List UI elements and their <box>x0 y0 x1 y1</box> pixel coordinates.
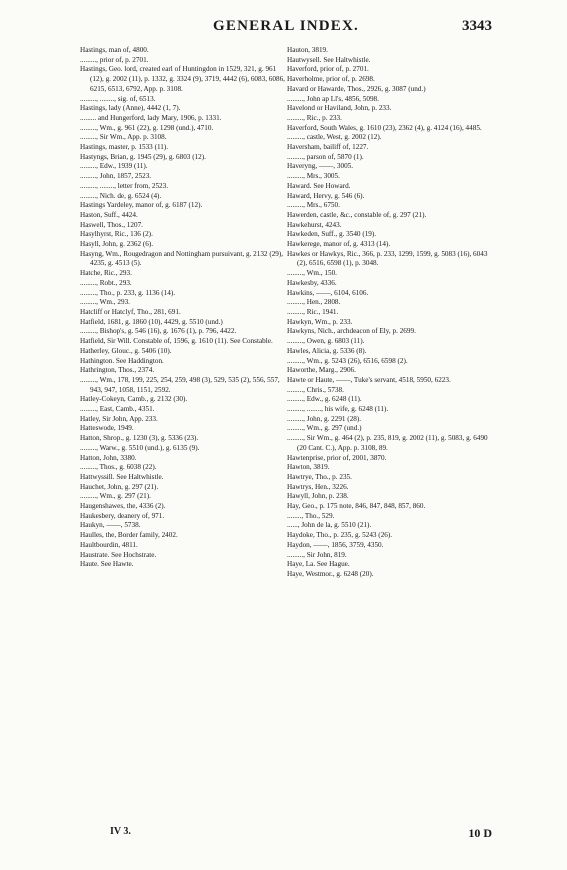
signature-mark: IV 3. <box>110 826 131 837</box>
index-entry: Hastings, lady (Anne), 4442 (1, 7). <box>80 104 181 113</box>
index-entry: Hatton, John, 3380. <box>80 453 137 462</box>
index-entry: Haute. See Hawte. <box>80 560 134 569</box>
index-entry: Hawerden, castle, &c., constable of, g. 297 (21). <box>287 210 427 219</box>
index-entry: Hatfield, 1681, g. 1860 (10), 4429, g. 5510 (und.) <box>80 317 223 326</box>
index-entry: Havard or Hawarde, Thos., 2926, g. 3087 (und.) <box>287 84 426 93</box>
index-entry: ........., Mrs., 3005. <box>287 172 340 181</box>
index-entry: ........., John ap Ll's, 4856, 5098. <box>287 94 379 103</box>
index-entry: Haydoke, Tho., p. 235, g. 5243 (26). <box>287 531 393 540</box>
index-entry: ........., Mrs., 6750. <box>287 201 340 210</box>
index-entry: ........., Edw., g. 6248 (11). <box>287 395 362 404</box>
index-entry: Hawtrys, Hen., 3226. <box>287 482 349 491</box>
index-entry: Haye, Westmor., g. 6248 (20). <box>287 569 374 578</box>
index-entry: Hawles, Alicia, g. 5336 (8). <box>287 346 367 355</box>
index-entry: ......... and Hungerford, lady Mary, 1906, p. 1331. <box>80 113 222 122</box>
index-entry: Haultbourdin, 4811. <box>80 540 138 549</box>
index-entry: ........., prior of, p. 2701. <box>80 55 149 64</box>
index-entry: Hatfield, Sir Will. Constable of, 1596, g. 1610 (11). See Constable. <box>80 337 273 346</box>
index-entry: ........., Robt., 293. <box>80 278 132 287</box>
index-entry: Hawkeden, Suff., g. 3540 (19). <box>287 230 377 239</box>
index-entry: ........., Wm., 150. <box>287 269 337 278</box>
index-entry: ........., Tho., p. 233, g. 1136 (14). <box>80 288 176 297</box>
index-entry: Hauchet, John, g. 297 (21). <box>80 482 159 491</box>
index-entry: Hawkins, ——, 6104, 6106. <box>287 288 369 297</box>
index-entry: Hawyll, John, p. 238. <box>287 492 349 501</box>
index-entry: ........., Hen., 2808. <box>287 298 341 307</box>
index-entry: Hathrington, Thos., 2374. <box>80 366 155 375</box>
index-entry: ........., Wm., g. 5243 (26), 6516, 6598 (2). <box>287 356 408 365</box>
page-footer <box>80 826 492 840</box>
index-entry: Hasylhyrst, Ric., 136 (2). <box>80 230 153 239</box>
index-entry: Haulles, the, Border family, 2402. <box>80 531 178 540</box>
index-entry: Haugenshawes, the, 4336 (2). <box>80 502 166 511</box>
index-column-left <box>80 46 285 570</box>
index-entry: Hawkyn, Wm., p. 233. <box>287 317 353 326</box>
index-column-right <box>287 46 492 580</box>
index-entry: Hawte or Haute, ——, Tuke's servant, 4518, 5950, 6223. <box>287 375 451 384</box>
index-entry: ........., Warw., g. 5510 (und.), g. 6135 (9). <box>80 443 200 452</box>
index-entry: ........., ........, his wife, g. 6248 (11). <box>287 405 389 414</box>
index-entry: Haukesbery, deanery of, 971. <box>80 511 165 520</box>
index-entry: Haversham, bailiff of, 1227. <box>287 143 369 152</box>
index-entry: Hastings, Geo. lord, created earl of Huntingdon in 1529, 321, g. 961 (12), g. 2002 (11), p. 1332, g. 3324 (9), 3719, 4442 (6), 6083, 6086, 6215, 6513, 6792, App. p. 3108. <box>80 65 285 93</box>
index-entry: Haye, La. See Hague. <box>287 560 350 569</box>
index-entry: Haswell, Thos., 1207. <box>80 220 143 229</box>
index-entry: Hawtenprise, prior of, 2001, 3870. <box>287 453 387 462</box>
index-entry: ........., Sir Wm., g. 464 (2), p. 235, 819, g. 2002 (11), g. 5083, g. 6490 (20 Cant. C.), App. p. 3108, 89. <box>287 434 488 452</box>
index-entry: Haverholme, prior of, p. 2698. <box>287 75 375 84</box>
index-entry: ........., Sir John, 819. <box>287 550 347 559</box>
index-entry: Hasyll, John, g. 2362 (6). <box>80 240 154 249</box>
index-entry: Hauton, 3819. <box>287 46 328 54</box>
index-entry: Haward, Hervy, g. 546 (6). <box>287 191 365 200</box>
index-entry: ........., Nich. de, g. 6524 (4). <box>80 191 162 200</box>
index-entry: Hawkehurst, 4243. <box>287 220 342 229</box>
index-entry: Haveryng, ——, 3005. <box>287 162 354 171</box>
index-entry: Hatley-Cokeyn, Camb., g. 2132 (30). <box>80 395 188 404</box>
index-entry: ........., castle, West, g. 2002 (12). <box>287 133 382 142</box>
index-entry: Hathington. See Haddington. <box>80 356 164 365</box>
index-entry: Hatley, Sir John, App. 233. <box>80 414 158 423</box>
index-entry: Hatcliff or Hatclyf, Tho., 281, 691. <box>80 307 181 316</box>
index-entry: ........., Bishop's, g. 546 (16), g. 1676 (1), p. 796, 4422. <box>80 327 237 336</box>
index-entry: ......, John de la, g. 5510 (21). <box>287 521 372 530</box>
index-entry: Hawkes or Hawkys, Ric., 366, p. 233, 1299, 1599, g. 5083 (16), 6043 (2), 6516, 6598 (1), p. 3048. <box>287 249 488 268</box>
index-entry: ........., John, 1857, 2523. <box>80 172 152 181</box>
index-entry: Haward. See Howard. <box>287 181 351 190</box>
index-entry: Haverford, prior of, p. 2701. <box>287 65 369 74</box>
index-entry: Hasyng, Wm., Rougedragon and Nottingham pursuivant, g. 2132 (29), 4235, g. 4513 (5). <box>80 249 284 268</box>
page-header <box>80 18 492 38</box>
index-entry: Hastings Yardeley, manor of, g. 6187 (12). <box>80 201 203 210</box>
index-entry: Hawkerege, manor of, g. 4313 (14). <box>287 240 391 249</box>
index-entry: ........., Wm., g. 297 (21). <box>80 492 151 501</box>
index-entry: ........., Wm., 293. <box>80 298 130 307</box>
running-title: GENERAL INDEX. <box>213 18 359 34</box>
index-entry: Hastings, master, p. 1533 (11). <box>80 143 169 152</box>
index-entry: ........., Thos., g. 6038 (22). <box>80 463 157 472</box>
index-entry: Hay, Geo., p. 175 note, 846, 847, 848, 857, 860. <box>287 502 426 511</box>
index-entry: ........., Owen, g. 6803 (11). <box>287 337 365 346</box>
index-entry: Hattwyssill. See Haltwhistle. <box>80 472 164 481</box>
index-entry: Hawton, 3819. <box>287 463 330 472</box>
index-entry: Hastings, man of, 4800. <box>80 46 149 54</box>
index-entry: Hatton, Shrop., g. 1230 (3), g. 5336 (23). <box>80 434 199 443</box>
index-entry: Haworthe, Marg., 2906. <box>287 366 356 375</box>
index-entry: ........., Sir Wm., App. p. 3108. <box>80 133 167 142</box>
sheet-reference: 10 D <box>468 826 492 840</box>
index-entry: Havelond or Haviland, John, p. 233. <box>287 104 392 113</box>
index-entry: ........., parson of, 5870 (1). <box>287 152 364 161</box>
index-entry: ........., Wm., g. 297 (und.) <box>287 424 362 433</box>
index-entry: ........., Ric., 1941. <box>287 307 339 316</box>
index-entry: Haukyn, ——, 5738. <box>80 521 141 530</box>
index-entry: Hautwysell. See Haltwhistle. <box>287 55 371 64</box>
index-entry: Hawkyns, Nich., archdeacon of Ely, p. 2699. <box>287 327 416 336</box>
index-entry: Hatherley, Glouc., g. 5406 (10). <box>80 346 172 355</box>
index-entry: Haston, Suff., 4424. <box>80 210 138 219</box>
index-entry: ........., Ric., p. 233. <box>287 113 342 122</box>
index-entry: ........., Wm., g. 961 (22), g. 1298 (und.), 4710. <box>80 123 214 132</box>
index-entry: Hawkesby, 4336. <box>287 278 337 287</box>
index-entry: Hatche, Ric., 293. <box>80 269 132 278</box>
index-entry: Haydon, ——, 1856, 3759, 4350. <box>287 540 384 549</box>
page-number: 3343 <box>462 18 492 34</box>
index-entry: ........., Wm., 178, 199, 225, 254, 259, 498 (3), 529, 535 (2), 556, 557, 943, 947, 1058, 1151, 2592. <box>80 375 280 394</box>
index-entry: Hawtrye, Tho., p. 235. <box>287 472 352 481</box>
index-entry: ........., ........, letter from, 2523. <box>80 181 169 190</box>
index-entry: ........., ........, sig. of, 6513. <box>80 94 156 103</box>
index-entry: ........, Tho., 529. <box>287 511 335 520</box>
index-entry: Hastyngs, Brian, g. 1945 (29), g. 6803 (12). <box>80 152 206 161</box>
index-entry: Hatteswode, 1949. <box>80 424 134 433</box>
index-entry: ........., East, Camb., 4351. <box>80 405 155 414</box>
index-entry: ........., John, g. 2291 (28). <box>287 414 362 423</box>
index-entry: ........., Edw., 1939 (11). <box>80 162 148 171</box>
index-entry: ........., Chris., 5738. <box>287 385 344 394</box>
index-entry: Haverford, South Wales, g. 1610 (23), 2362 (4), g. 4124 (16), 4485. <box>287 123 482 132</box>
index-entry: Haustrate. See Hochstrate. <box>80 550 157 559</box>
